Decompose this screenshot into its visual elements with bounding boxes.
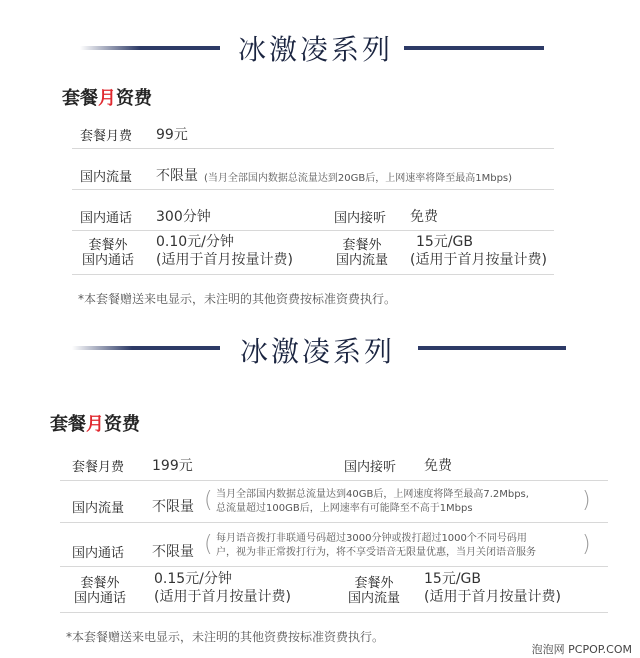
plan-title [62, 84, 152, 110]
data-value: 不限量 [152, 499, 194, 515]
answer-value: 免费 [410, 209, 438, 225]
data-label: 国内流量 [80, 170, 133, 185]
plan-title-highlight: 月 [98, 88, 116, 109]
call-value: 不限量 [152, 544, 194, 560]
plan-title-pre: 套餐 [62, 88, 98, 109]
title-rule-left-fade [80, 44, 140, 52]
answer-label: 国内接听 [334, 211, 387, 226]
extra-data-value: 15元/GB (适用于首月按量计费) [410, 234, 547, 268]
row-divider [60, 480, 608, 481]
data-value: 不限量 [156, 168, 198, 184]
extra-data-label: 套餐外 国内流量 [347, 576, 400, 606]
call-value: 300分钟 [156, 209, 211, 225]
call-note: 每月语音拨打非联通号码超过3000分钟或拨打超过1000个不同号码用 户，视为非正常拨打行为，将不享受语音无限量优惠，当月关闭语音服务 [216, 533, 536, 558]
plan-title-post: 资费 [116, 88, 152, 109]
extra-call-label: 套餐外 国内通话 [73, 576, 126, 606]
extra-call-value: 0.10元/分钟 (适用于首月按量计费) [156, 234, 293, 268]
answer-label: 国内接听 [344, 460, 397, 475]
series-title: 冰激凌系列 [240, 335, 396, 368]
row-divider [72, 230, 554, 231]
extra-call-label: 套餐外 国内通话 [81, 238, 134, 268]
footnote: *本套餐赠送来电显示，未注明的其他资费按标准资费执行。 [78, 292, 397, 306]
monthly-fee-value: 199元 [152, 458, 193, 474]
title-rule-left-fade [72, 344, 132, 352]
row-divider [72, 274, 554, 275]
row-divider [72, 189, 554, 190]
title-rule-right [418, 346, 566, 350]
answer-value: 免费 [424, 458, 452, 474]
data-note: 当月全部国内数据总流量达到40GB后，上网速度将降至最高7.2Mbps, 总流量超过100GB后，上网速率有可能降至不高于1Mbps [216, 489, 529, 514]
data-label: 国内流量 [72, 501, 125, 516]
call-label: 国内通话 [72, 546, 125, 561]
monthly-fee-value: 99元 [156, 127, 188, 143]
plan-title-pre: 套餐 [50, 414, 86, 435]
row-divider [60, 566, 608, 567]
row-divider [72, 148, 554, 149]
paren-close: ) [582, 488, 591, 513]
paren-close: ) [582, 532, 591, 557]
paren-open: ( [204, 488, 213, 513]
monthly-fee-label: 套餐月费 [72, 460, 125, 475]
extra-call-value: 0.15元/分钟 (适用于首月按量计费) [154, 571, 291, 605]
plan-title-post: 资费 [104, 414, 140, 435]
plan-title [50, 410, 140, 436]
footnote: *本套餐赠送来电显示，未注明的其他资费按标准资费执行。 [66, 630, 385, 644]
call-label: 国内通话 [80, 211, 133, 226]
extra-data-label: 套餐外 国内流量 [335, 238, 388, 268]
row-divider [60, 612, 608, 613]
extra-data-value: 15元/GB (适用于首月按量计费) [424, 571, 561, 605]
series-title: 冰激凌系列 [238, 33, 394, 66]
plan-title-highlight: 月 [86, 414, 104, 435]
watermark: 泡泡网 PCPOP.COM [531, 643, 632, 656]
monthly-fee-label: 套餐月费 [80, 129, 133, 144]
row-divider [60, 522, 608, 523]
title-rule-right [404, 46, 544, 50]
data-note: (当月全部国内数据总流量达到20GB后，上网速率将降至最高1Mbps) [204, 173, 513, 184]
paren-open: ( [204, 532, 213, 557]
